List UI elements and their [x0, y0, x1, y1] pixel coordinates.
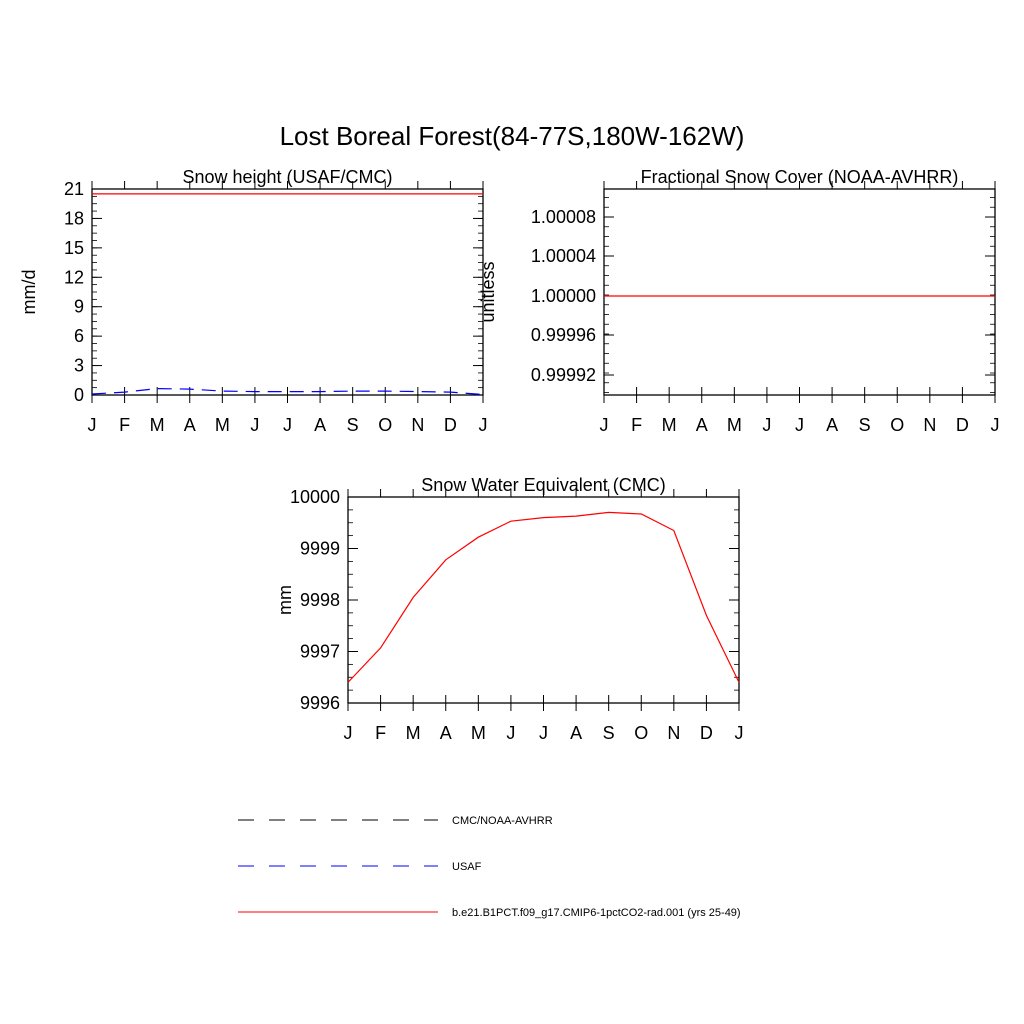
fractional-snow-cover-ytick-label: 0.99996 [530, 325, 596, 345]
snow-height-xtick-label: M [214, 415, 230, 435]
snow-height-ytick-label: 15 [63, 237, 84, 258]
snow-height-ylabel: mm/d [19, 269, 39, 315]
snow-height-title: Snow height (USAF/CMC) [182, 167, 393, 187]
snow-height-ytick-label: 18 [63, 208, 84, 229]
snow-height-xtick-label: N [411, 415, 425, 435]
snow-water-equivalent-xtick-label: D [699, 723, 713, 743]
legend-item [238, 861, 482, 873]
fractional-snow-cover-xtick-label: M [661, 415, 677, 435]
snow-water-equivalent-xtick-label: A [570, 723, 583, 743]
fractional-snow-cover-xtick-label: A [695, 415, 708, 435]
fractional-snow-cover-xtick-label: F [631, 415, 643, 435]
snow-water-equivalent-xtick-label: J [734, 723, 744, 743]
snow-height-xtick-label: J [87, 415, 97, 435]
snow-height-ytick-label: 12 [63, 267, 84, 288]
fractional-snow-cover-xtick-label: J [762, 415, 772, 435]
snow-height-xtick-label: A [314, 415, 327, 435]
fractional-snow-cover-ytick-label: 1.00004 [530, 246, 596, 266]
snow-water-equivalent-series-model-line [348, 512, 739, 682]
fractional-snow-cover-xtick-label: O [890, 415, 905, 435]
fractional-snow-cover-ytick-label: 0.99992 [530, 365, 596, 385]
snow-height-ytick-label: 0 [73, 385, 84, 405]
snow-water-equivalent-xtick-label: J [343, 723, 353, 743]
panels [19, 167, 1000, 743]
legend-item [238, 907, 741, 919]
legend [238, 815, 741, 919]
fractional-snow-cover-xtick-label: M [726, 415, 742, 435]
fractional-snow-cover-xtick-label: A [826, 415, 839, 435]
snow-water-equivalent-plot-frame [348, 497, 739, 703]
snow-water-equivalent-xtick-label: O [634, 723, 649, 743]
fractional-snow-cover-ytick-label: 1.00000 [530, 286, 596, 306]
figure-title: Lost Boreal Forest(84-77S,180W-162W) [279, 121, 745, 151]
snow-water-equivalent-xtick-label: N [667, 723, 681, 743]
snow-height-xtick-label: A [183, 415, 196, 435]
snow-height-plot-frame [92, 189, 483, 395]
snow-water-equivalent-ytick-label: 9999 [299, 538, 340, 559]
legend-label: b.e21.B1PCT.f09_g17.CMIP6-1pctCO2-rad.001 (yrs 25-49) [452, 907, 741, 919]
snow-water-equivalent-ytick-label: 9996 [299, 693, 340, 713]
snow-height-xtick-label: D [443, 415, 457, 435]
snow-height-xtick-label: J [478, 415, 488, 435]
fractional-snow-cover-panel [478, 167, 1000, 435]
snow-water-equivalent-ytick-label: 9998 [299, 590, 340, 610]
fractional-snow-cover-ylabel: unitless [478, 261, 498, 323]
snow-height-xtick-label: M [149, 415, 165, 435]
legend-item [238, 815, 553, 827]
snow-height-ytick-label: 6 [73, 326, 84, 347]
snow-water-equivalent-xtick-label: F [375, 723, 387, 743]
fractional-snow-cover-ytick-label: 1.00008 [530, 207, 596, 227]
snow-height-xtick-label: S [346, 415, 359, 435]
snow-water-equivalent-title: Snow Water Equivalent (CMC) [421, 475, 666, 495]
fractional-snow-cover-xtick-label: S [858, 415, 871, 435]
fractional-snow-cover-xtick-label: N [923, 415, 937, 435]
fractional-snow-cover-plot-frame [604, 189, 995, 395]
snow-water-equivalent-ylabel: mm [275, 585, 295, 615]
snow-water-equivalent-xtick-label: J [506, 723, 516, 743]
fractional-snow-cover-xtick-label: D [955, 415, 969, 435]
snow-water-equivalent-ytick-label: 10000 [289, 487, 340, 507]
fractional-snow-cover-xtick-label: J [990, 415, 1000, 435]
snow-water-equivalent-panel [275, 475, 744, 743]
snow-water-equivalent-xtick-label: M [470, 723, 486, 743]
fractional-snow-cover-title: Fractional Snow Cover (NOAA-AVHRR) [640, 167, 959, 187]
fractional-snow-cover-xtick-label: J [599, 415, 609, 435]
snow-height-xtick-label: J [250, 415, 260, 435]
fractional-snow-cover-xtick-label: J [795, 415, 804, 435]
snow-height-ytick-label: 9 [73, 296, 84, 317]
snow-water-equivalent-xtick-label: S [602, 723, 615, 743]
snow-height-xtick-label: J [283, 415, 292, 435]
snow-water-equivalent-ytick-label: 9997 [299, 641, 340, 662]
snow-height-ytick-label: 21 [63, 179, 84, 199]
snow-height-xtick-label: O [378, 415, 393, 435]
legend-label: USAF [452, 861, 482, 873]
snow-height-panel [19, 167, 488, 435]
snow-water-equivalent-xtick-label: M [405, 723, 421, 743]
snow-height-xtick-label: F [119, 415, 131, 435]
snow-water-equivalent-xtick-label: J [539, 723, 548, 743]
snow-water-equivalent-xtick-label: A [439, 723, 452, 743]
snow-height-ytick-label: 3 [73, 355, 84, 376]
legend-label: CMC/NOAA-AVHRR [452, 815, 553, 827]
